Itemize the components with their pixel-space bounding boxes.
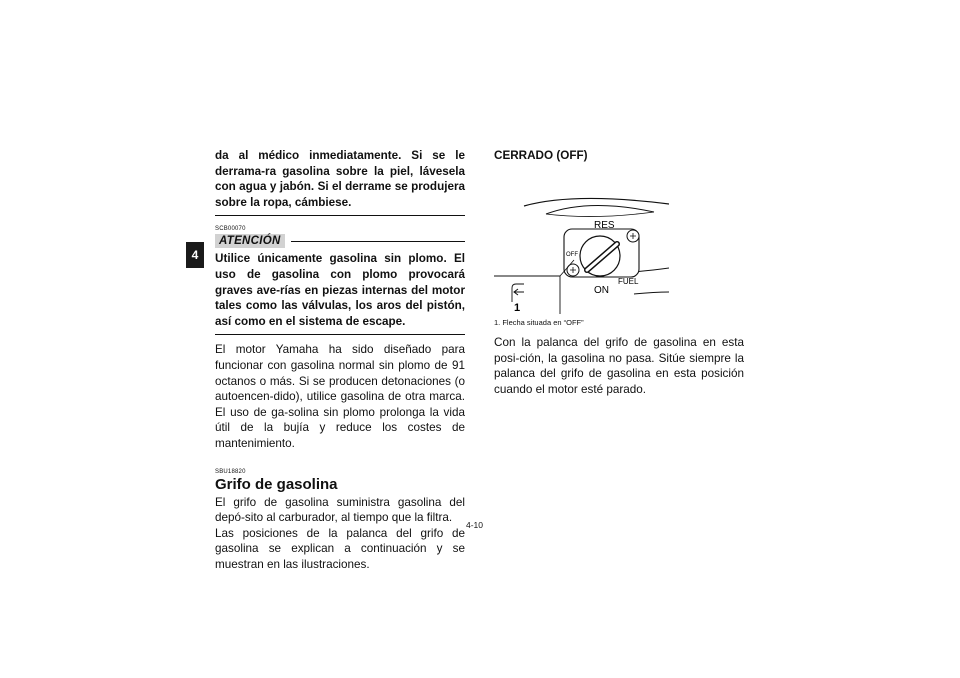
page-number: 4-10 bbox=[466, 520, 484, 530]
caution-label: ATENCIÓN bbox=[215, 234, 285, 248]
warning-end-rule bbox=[215, 215, 465, 216]
caution-header bbox=[215, 234, 465, 248]
on-label: ON bbox=[594, 285, 609, 296]
caution-header-rule bbox=[291, 241, 465, 242]
caution-code: SCB00070 bbox=[215, 226, 246, 233]
fuel-label: FUEL bbox=[618, 277, 639, 286]
section-heading: Grifo de gasolina bbox=[215, 475, 338, 493]
section-paragraph-2: Las posiciones de la palanca del grifo de gasolina se explican a continuación y se muestran en las ilustraciones. bbox=[215, 526, 465, 571]
right-column bbox=[494, 148, 744, 397]
caution-end-rule bbox=[215, 334, 465, 335]
left-column bbox=[215, 148, 465, 572]
off-heading: CERRADO (OFF) bbox=[494, 149, 588, 162]
res-label: RES bbox=[594, 220, 615, 231]
engine-paragraph: El motor Yamaha ha sido diseñado para funcionar con gasolina normal sin plomo de 91 octanos o más. Si se producen detonaciones (o autoencen-dido), utilice gasolina de otra marca. El uso de ga-solina sin plomo prolonga la vida útil de la bujía y reduce los costes de mantenimiento. bbox=[215, 343, 465, 450]
off-label: OFF bbox=[566, 252, 578, 258]
callout-number: 1 bbox=[514, 302, 521, 314]
fuel-cock-illustration bbox=[494, 184, 669, 314]
figure-caption: 1. Flecha situada en “OFF” bbox=[494, 318, 584, 327]
caution-text: Utilice únicamente gasolina sin plomo. El uso de gasolina con plomo provocará graves ave-rías en piezas internas del motor tales como las válvulas, los aros del pistón, así como en el sistema de escape. bbox=[215, 252, 465, 328]
fuel-cock-drawing bbox=[494, 184, 669, 314]
off-paragraph: Con la palanca del grifo de gasolina en esta posi-ción, la gasolina no pasa. Sitúe siempre la palanca del grifo de gasolina en esta posición cuando el motor esté parado. bbox=[494, 336, 744, 396]
chapter-tab: 4 bbox=[186, 242, 204, 268]
section-code: SBU18820 bbox=[215, 468, 246, 475]
section-paragraph-1: El grifo de gasolina suministra gasolina del depó-sito al carburador, al tiempo que la filtra. bbox=[215, 495, 465, 525]
warning-continuation: da al médico inmediatamente. Si se le derrama-ra gasolina sobre la piel, lávesela con agua y jabón. Si el derrame se produjera sobre la ropa, cámbiese. bbox=[215, 149, 465, 209]
